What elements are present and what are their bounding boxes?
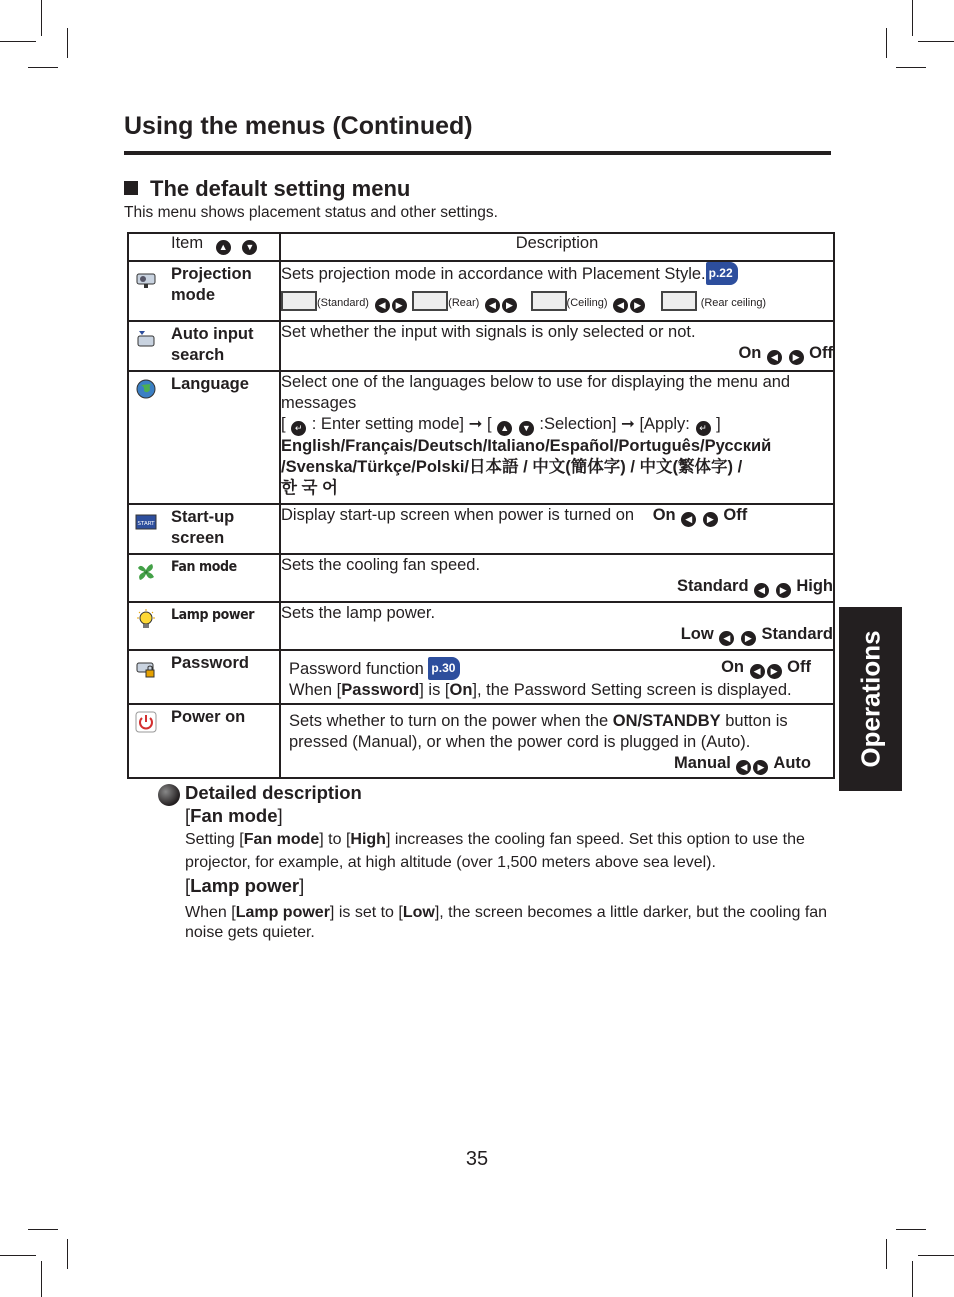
crop-mark bbox=[28, 1229, 58, 1230]
text-bold: Lamp power bbox=[235, 904, 330, 921]
option-b: Off bbox=[723, 506, 748, 524]
text: When [ bbox=[185, 904, 236, 921]
language-instructions: [ ↵ : Enter setting mode] ➞ [ ▲ ▼ :Selection] ➞ [Apply: ↵ ] bbox=[281, 414, 833, 436]
item-label: Fan mode bbox=[171, 559, 237, 575]
option-a: Low bbox=[680, 625, 714, 643]
table-row bbox=[128, 704, 834, 778]
text-bold: Password bbox=[341, 681, 420, 699]
text: ], the Password Setting screen is displayed. bbox=[472, 681, 792, 699]
lock-icon bbox=[135, 657, 157, 679]
option-b: Auto bbox=[773, 754, 811, 772]
lamp-icon bbox=[135, 609, 157, 631]
item-label: Lamp power bbox=[171, 607, 255, 623]
header-description bbox=[280, 233, 834, 261]
header-item bbox=[128, 233, 280, 261]
crop-mark bbox=[41, 1261, 42, 1297]
section-title-text: The default setting menu bbox=[150, 176, 411, 201]
right-arrow-icon: ▶ bbox=[392, 298, 407, 313]
crop-mark bbox=[28, 67, 58, 68]
square-bullet-icon bbox=[124, 181, 138, 195]
arrow-right-icon: ➞ bbox=[621, 415, 635, 433]
right-arrow-icon: ▶ bbox=[776, 583, 791, 598]
crop-mark bbox=[0, 1255, 36, 1256]
desc-text: Sets projection mode in accordance with Placement Style. bbox=[281, 265, 706, 283]
detail-heading-text: Detailed description bbox=[185, 782, 362, 803]
table-row bbox=[128, 504, 834, 554]
right-arrow-icon: ▶ bbox=[741, 631, 756, 646]
item-label: Language bbox=[171, 375, 249, 393]
crop-mark bbox=[912, 1261, 913, 1297]
menu-table bbox=[127, 232, 835, 779]
option-standard: (Standard) bbox=[317, 297, 369, 309]
option-b: High bbox=[796, 577, 833, 595]
table-row bbox=[128, 602, 834, 650]
page-ref-badge: p.30 bbox=[428, 657, 460, 680]
table-row bbox=[128, 650, 834, 704]
crop-mark bbox=[67, 1239, 68, 1269]
crop-mark bbox=[896, 67, 926, 68]
rear-placement-icon bbox=[412, 291, 448, 311]
detail-heading bbox=[158, 782, 838, 804]
desc-start-up-screen bbox=[280, 504, 834, 554]
option-selector bbox=[721, 657, 811, 679]
start-icon bbox=[135, 511, 157, 533]
left-arrow-icon: ◀ bbox=[750, 664, 765, 679]
input-search-icon bbox=[135, 328, 157, 350]
item-projection-mode bbox=[128, 261, 280, 321]
item-auto-input-search bbox=[128, 321, 280, 371]
item-label: Auto input search bbox=[171, 325, 254, 364]
item-label: Projection mode bbox=[171, 265, 252, 304]
desc-language bbox=[280, 371, 834, 504]
header-item-label: Item bbox=[171, 234, 204, 252]
table-row bbox=[128, 554, 834, 602]
desc-text: Set whether the input with signals is only selected or not. bbox=[281, 323, 696, 341]
item-language bbox=[128, 371, 280, 504]
crop-mark bbox=[0, 41, 36, 42]
left-arrow-icon: ◀ bbox=[767, 350, 782, 365]
desc-projection-mode bbox=[280, 261, 834, 321]
table-header bbox=[128, 233, 834, 261]
option-a: On bbox=[721, 658, 744, 676]
lamp-power-title: Lamp power bbox=[190, 875, 300, 896]
option-a: On bbox=[652, 506, 676, 524]
text: ] is set to [ bbox=[329, 904, 403, 921]
text: button is pressed (Manual), or when the power cord is plugged in (Auto). bbox=[289, 712, 788, 751]
item-lamp-power bbox=[128, 602, 280, 650]
fan-mode-subheading: [Fan mode] bbox=[185, 805, 283, 826]
intro-text: This menu shows placement status and other settings. bbox=[124, 204, 498, 221]
projector-icon bbox=[135, 268, 157, 290]
text: When [ bbox=[289, 681, 342, 699]
rear-ceiling-placement-icon bbox=[661, 291, 697, 311]
text-bold: On bbox=[449, 681, 473, 699]
fan-icon bbox=[135, 561, 157, 583]
left-arrow-icon: ◀ bbox=[375, 298, 390, 313]
desc-lamp-power bbox=[280, 602, 834, 650]
text: ] to [ bbox=[319, 831, 351, 848]
desc-auto-input-search bbox=[280, 321, 834, 371]
option-b: Off bbox=[787, 658, 811, 676]
password-line1 bbox=[289, 657, 833, 680]
option-selector bbox=[281, 624, 833, 646]
text: Setting [ bbox=[185, 831, 244, 848]
left-arrow-icon: ◀ bbox=[754, 583, 769, 598]
option-selector bbox=[281, 576, 833, 598]
text: ], the screen becomes a little darker, but the cooling fan noise gets quieter. bbox=[185, 904, 828, 941]
crop-mark bbox=[886, 28, 887, 58]
option-a: Standard bbox=[677, 577, 749, 595]
desc-text: Display start-up screen when power is turned on bbox=[281, 506, 635, 524]
option-ceiling: (Ceiling) bbox=[566, 297, 608, 309]
down-arrow-icon: ▼ bbox=[519, 421, 534, 436]
left-arrow-icon: ◀ bbox=[681, 512, 696, 527]
crop-mark bbox=[896, 1229, 926, 1230]
language-list-line1: English/Français/Deutsch/Italiano/Español/Português/Русский bbox=[281, 437, 772, 455]
title-rule bbox=[124, 151, 831, 155]
bullet-icon bbox=[158, 784, 180, 806]
crop-mark bbox=[918, 41, 954, 42]
down-arrow-icon: ▼ bbox=[242, 240, 257, 255]
item-label: Start-up screen bbox=[171, 508, 235, 547]
crop-mark bbox=[918, 1255, 954, 1256]
power-on-desc bbox=[289, 711, 833, 753]
power-icon bbox=[135, 711, 157, 733]
instruction-enter: : Enter setting mode] bbox=[311, 415, 465, 433]
lamp-power-subheading: [Lamp power] bbox=[185, 875, 305, 896]
up-arrow-icon: ▲ bbox=[216, 240, 231, 255]
detailed-description bbox=[158, 782, 838, 943]
ceiling-placement-icon bbox=[531, 291, 567, 311]
crop-mark bbox=[41, 0, 42, 36]
fan-mode-title: Fan mode bbox=[190, 805, 278, 826]
text: Sets whether to turn on the power when the bbox=[289, 712, 613, 730]
lamp-power-text bbox=[185, 903, 838, 943]
table-row bbox=[128, 261, 834, 321]
text-bold: ON/STANDBY bbox=[612, 712, 721, 730]
fan-mode-text bbox=[185, 829, 838, 874]
item-fan-mode bbox=[128, 554, 280, 602]
left-arrow-icon: ◀ bbox=[485, 298, 500, 313]
page-title: Using the menus (Continued) bbox=[124, 112, 473, 140]
side-tab-label: Operations bbox=[855, 630, 885, 768]
option-b: Off bbox=[809, 344, 833, 362]
desc-password bbox=[280, 650, 834, 704]
side-tab bbox=[839, 607, 902, 791]
arrow-right-icon: ➞ bbox=[468, 415, 483, 433]
section-title bbox=[124, 176, 410, 202]
globe-icon bbox=[135, 378, 157, 400]
text-bold: Low bbox=[402, 904, 435, 921]
right-arrow-icon: ▶ bbox=[703, 512, 718, 527]
text: ] is [ bbox=[419, 681, 450, 699]
enter-icon: ↵ bbox=[291, 421, 306, 436]
item-password bbox=[128, 650, 280, 704]
option-selector bbox=[281, 343, 833, 365]
language-list-line2: /Svenska/Türkçe/Polski/日本語 / 中文(簡体字) / 中文(繁体字) / bbox=[281, 458, 743, 476]
right-arrow-icon: ▶ bbox=[502, 298, 517, 313]
password-line2 bbox=[289, 680, 833, 701]
desc-text: Password function bbox=[289, 660, 424, 678]
desc-fan-mode bbox=[280, 554, 834, 602]
option-rear: (Rear) bbox=[448, 297, 480, 309]
desc-text: Sets the cooling fan speed. bbox=[281, 556, 481, 574]
start-icon-text: START bbox=[137, 521, 155, 527]
enter-icon: ↵ bbox=[696, 421, 711, 436]
table-row bbox=[128, 371, 834, 504]
right-arrow-icon: ▶ bbox=[767, 664, 782, 679]
up-arrow-icon: ▲ bbox=[497, 421, 512, 436]
language-list-line3: 한 국 어 bbox=[281, 479, 338, 497]
item-label: Power on bbox=[171, 708, 246, 726]
option-b: Standard bbox=[761, 625, 833, 643]
instruction-apply: [Apply: bbox=[639, 415, 690, 433]
text-bold: High bbox=[350, 831, 386, 848]
page-number: 35 bbox=[465, 1148, 489, 1170]
right-arrow-icon: ▶ bbox=[789, 350, 804, 365]
crop-mark bbox=[886, 1239, 887, 1269]
left-arrow-icon: ◀ bbox=[613, 298, 628, 313]
projection-options bbox=[281, 291, 833, 314]
right-arrow-icon: ▶ bbox=[630, 298, 645, 313]
option-selector bbox=[653, 506, 748, 524]
crop-mark bbox=[912, 0, 913, 36]
desc-text: Select one of the languages below to use for displaying the menu and messages bbox=[281, 373, 791, 412]
item-label: Password bbox=[171, 654, 249, 672]
right-arrow-icon: ▶ bbox=[753, 760, 768, 775]
table-row bbox=[128, 321, 834, 371]
desc-text: Sets the lamp power. bbox=[281, 604, 436, 622]
option-a: On bbox=[738, 344, 762, 362]
crop-mark bbox=[67, 28, 68, 58]
option-a: Manual bbox=[674, 754, 731, 772]
left-arrow-icon: ◀ bbox=[719, 631, 734, 646]
text: ] increases the cooling fan speed. Set this option to use the projector, for example, at high altitude (over 1,500 meters above sea level). bbox=[185, 831, 805, 871]
page-ref-badge: p.22 bbox=[706, 262, 738, 285]
option-selector bbox=[289, 753, 833, 775]
desc-power-on bbox=[280, 704, 834, 778]
item-start-up-screen bbox=[128, 504, 280, 554]
instruction-selection: :Selection] bbox=[539, 415, 617, 433]
text-bold: Fan mode bbox=[243, 831, 320, 848]
header-description-label: Description bbox=[515, 234, 599, 252]
option-rear-ceiling: (Rear ceiling) bbox=[700, 297, 767, 309]
left-arrow-icon: ◀ bbox=[736, 760, 751, 775]
item-power-on bbox=[128, 704, 280, 778]
standard-placement-icon bbox=[281, 291, 317, 311]
